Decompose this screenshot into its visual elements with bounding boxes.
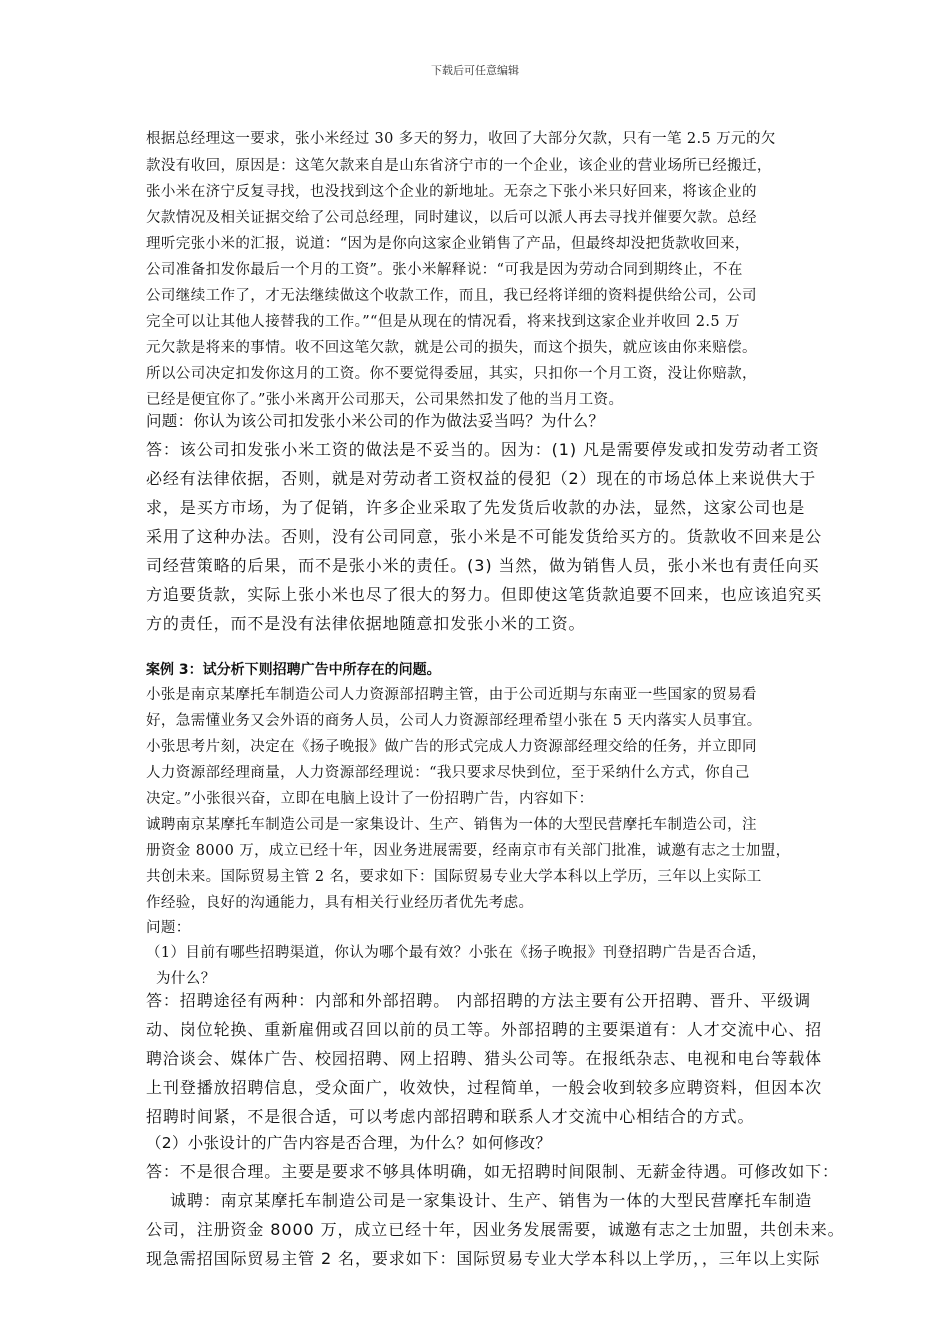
body-line: 人力资源部经理商量，人力资源部经理说：“我只要求尽快到位，至于采纳什么方式，你自己 (146, 765, 750, 781)
answer-line: 求，是买方市场，为了促销，许多企业采取了先发货后收款的办法，显然，这家公司也是 (146, 498, 806, 517)
body-line: 作经验，良好的沟通能力，具有相关行业经历者优先考虑。 (146, 895, 534, 911)
answer-line: 答：该公司扣发张小米工资的做法是不妥当的。因为：(1) 凡是需要停发或扣发劳动者工资 (146, 440, 820, 459)
body-line: 完全可以让其他人接替我的工作。”“但是从现在的情况看，将来找到这家企业并收回 2.5 万 (146, 314, 740, 330)
answer-line: 方的责任，而不是没有法律依据地随意扣发张小米的工资。 (146, 614, 586, 633)
body-line: 共创未来。国际贸易主管 2 名，要求如下：国际贸易专业大学本科以上学历，三年以上实际工 (146, 869, 762, 885)
body-line: 根据总经理这一要求，张小米经过 30 多天的努力，收回了大部分欠款，只有一笔 2.5 万元的欠 (146, 131, 776, 147)
body-line: 册资金 8000 万，成立已经十年，因业务进展需要，经南京市有关部门批准，诚邀有志之士加盟， (146, 843, 791, 859)
answer-line: 动、岗位轮换、重新雇佣或召回以前的员工等。外部招聘的主要渠道有：人才交流中心、招 (146, 1020, 823, 1039)
answer-line: 聘洽谈会、媒体广告、校园招聘、网上招聘、猎头公司等。在报纸杂志、电视和电台等载体 (146, 1049, 823, 1068)
answer-line: 公司，注册资金 8000 万，成立已经十年，因业务发展需要，诚邀有志之士加盟，共创未来。 (146, 1220, 845, 1239)
question-2-1-cont: 为什么？ (156, 971, 216, 987)
body-line: 张小米在济宁反复寻找，也没找到这个企业的新地址。无奈之下张小米只好回来，将该企业的 (146, 184, 757, 200)
body-line: 元欠款是将来的事情。收不回这笔欠款，就是公司的损失，而这个损失，就应该由你来赔偿。 (146, 340, 757, 356)
page-header: 下载后可任意编辑 (431, 64, 519, 77)
body-line: 好，急需懂业务又会外语的商务人员，公司人力资源部经理希望小张在 5 天内落实人员事宜。 (146, 713, 762, 729)
body-line: 所以公司决定扣发你这月的工资。你不要觉得委屈，其实，只扣你一个月工资，没让你赔款， (146, 366, 757, 382)
body-line: 决定。”小张很兴奋，立即在电脑上设计了一份招聘广告，内容如下： (146, 791, 594, 807)
answer-line: 诚聘：南京某摩托车制造公司是一家集设计、生产、销售为一体的大型民营摩托车制造 (146, 1191, 813, 1210)
answer-line: 上刊登播放招聘信息，受众面广，收效快，过程简单，一般会收到较多应聘资料，但因本次 (146, 1078, 823, 1097)
body-line: 公司继续工作了，才无法继续做这个收款工作，而且，我已经将详细的资料提供给公司，公司 (146, 288, 757, 304)
answer-line: 招聘时间紧，不是很合适，可以考虑内部招聘和联系人才交流中心相结合的方式。 (146, 1107, 755, 1126)
answer-line: 方追要货款，实际上张小米也尽了很大的努力。但即使这笔货款追要不回来，也应该追究买 (146, 585, 823, 604)
body-line: 公司准备扣发你最后一个月的工资”。张小米解释说：“可我是因为劳动合同到期终止，不在 (146, 262, 743, 278)
answer-line: 答：招聘途径有两种：内部和外部招聘。 内部招聘的方法主要有公开招聘、晋升、平级调 (146, 991, 812, 1010)
body-line: 理听完张小米的汇报，说道：“因为是你向这家企业销售了产品，但最终却没把货款收回来， (146, 236, 750, 252)
body-line: 款没有收回，原因是：这笔欠款来自是山东省济宁市的一个企业，该企业的营业场所已经搬迁， (146, 158, 772, 174)
answer-line: 答：不是很合理。主要是要求不够具体明确，如无招聘时间限制、无薪金待遇。可修改如下： (146, 1162, 839, 1181)
case-title: 案例 3：试分析下则招聘广告中所存在的问题。 (146, 662, 441, 678)
question-2-2: （2）小张设计的广告内容是否合理，为什么？如何修改？ (146, 1134, 552, 1152)
question-1: 问题：你认为该公司扣发张小米公司的作为做法妥当吗？为什么？ (146, 412, 605, 430)
answer-line: 必经有法律依据，否则，就是对劳动者工资权益的侵犯（2）现在的市场总体上来说供大于 (146, 469, 817, 488)
question-2-1: （1）目前有哪些招聘渠道，你认为哪个最有效？小张在《扬子晚报》刊登招聘广告是否合适， (146, 945, 767, 961)
body-line: 小张是南京某摩托车制造公司人力资源部招聘主管，由于公司近期与东南亚一些国家的贸易看 (146, 687, 757, 703)
question-label: 问题： (146, 920, 191, 936)
answer-line: 司经营策略的后果，而不是张小米的责任。(3) 当然，做为销售人员，张小米也有责任向买 (146, 556, 820, 575)
body-line: 已经是便宜你了。”张小米离开公司那天，公司果然扣发了他的当月工资。 (146, 392, 624, 408)
body-line: 欠款情况及相关证据交给了公司总经理，同时建议，以后可以派人再去寻找并催要欠款。总经 (146, 210, 757, 226)
answer-line: 现急需招国际贸易主管 2 名，要求如下：国际贸易专业大学本科以上学历，，三年以上实际 (146, 1249, 821, 1268)
body-line: 诚聘南京某摩托车制造公司是一家集设计、生产、销售为一体的大型民营摩托车制造公司，注 (146, 817, 757, 833)
body-line: 小张思考片刻，决定在《扬子晚报》做广告的形式完成人力资源部经理交给的任务，并立即同 (146, 739, 757, 755)
answer-line: 采用了这种办法。否则，没有公司同意，张小米是不可能发货给买方的。货款收不回来是公 (146, 527, 823, 546)
